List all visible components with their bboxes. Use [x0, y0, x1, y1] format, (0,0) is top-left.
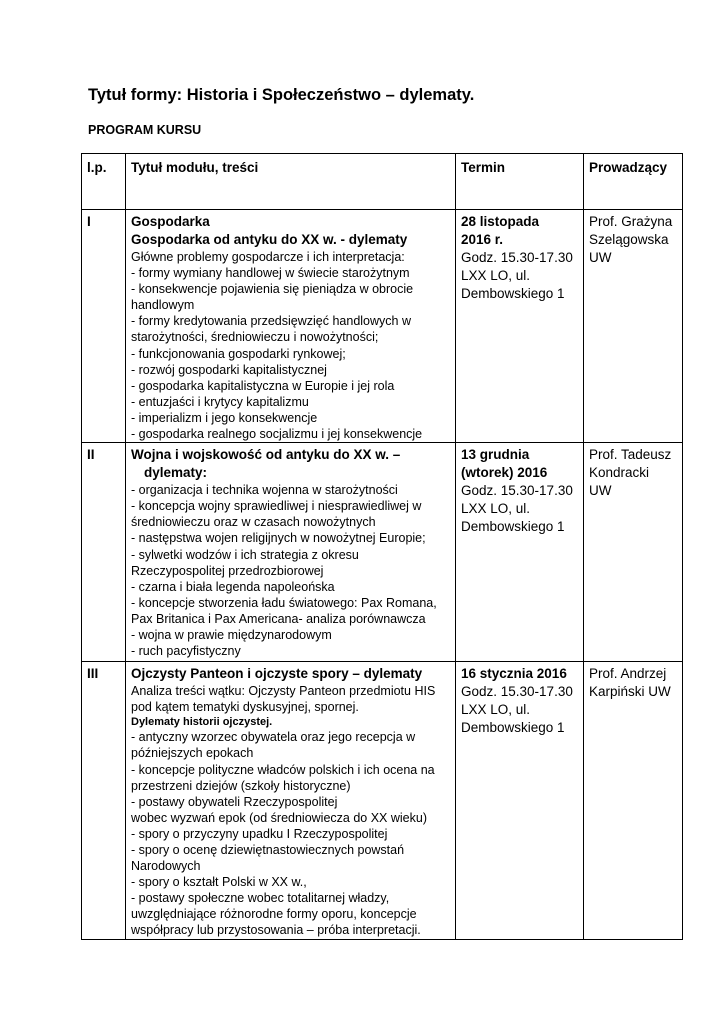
module-topics: [131, 482, 451, 659]
topic-line: - antyczny wzorzec obywatela oraz jego recepcja w: [131, 730, 416, 745]
module-title: Gospodarka: [131, 214, 210, 229]
topic-line: - czarna i biała legenda napoleońska: [131, 579, 335, 594]
topic-line: wobec wyzwań epok (od średniowiecza do XX wieku): [131, 810, 427, 825]
topic-line: - spory o przyczyny upadku I Rzeczypospolitej: [131, 826, 388, 841]
teacher-name: Karpiński UW: [589, 684, 671, 700]
topic-line: - konsekwencje pojawienia się pieniądza w obrocie: [131, 282, 414, 297]
module-cell: [126, 443, 456, 662]
table-row: [82, 210, 683, 443]
teacher-affiliation: UW: [589, 250, 612, 265]
topic-line: - funkcjonowania gospodarki rynkowej;: [131, 346, 346, 361]
topic-line: współpracy lub przystosowania – próba interpretacji.: [131, 923, 421, 938]
program-table: [81, 153, 683, 940]
term-date: 13 grudnia: [461, 447, 530, 463]
teacher-cell: [584, 662, 683, 939]
term-cell: [456, 443, 584, 662]
header-module: Tytuł modułu, treści: [126, 154, 456, 210]
topic-line: - organizacja i technika wojenna w starożytności: [131, 483, 398, 498]
term-address: Dembowskiego 1: [461, 286, 565, 301]
topic-line: - koncepcje stworzenia ładu światowego: Pax Romana,: [131, 595, 437, 610]
term-year: (wtorek) 2016: [461, 465, 548, 481]
row-number-text: III: [87, 666, 99, 682]
term-cell: [456, 210, 584, 443]
module-title: Ojczysty Panteon i ojczyste spory – dylematy: [131, 666, 423, 682]
topic-line: - następstwa wojen religijnych w nowożytnej Europie;: [131, 531, 426, 546]
topic-line: - postawy społeczne wobec totalitarnej władzy,: [131, 891, 390, 906]
teacher-title: Prof. Grażyna: [589, 214, 673, 229]
term-date: 16 stycznia 2016: [461, 666, 567, 682]
topic-line: - gospodarka kapitalistyczna w Europie i jej rola: [131, 378, 395, 393]
module-intro: Analiza treści wątku: Ojczysty Panteon przedmiotu HIS: [131, 684, 436, 699]
teacher-cell: [584, 443, 683, 662]
term-cell: [456, 662, 584, 939]
topic-line: handlowym: [131, 298, 195, 313]
topic-line: - spory o kształt Polski w XX w.,: [131, 875, 307, 890]
topic-line: Pax Britanica i Pax Americana- analiza porównawcza: [131, 611, 426, 626]
topic-line: Rzeczypospolitej przedrozbiorowej: [131, 563, 324, 578]
term-address: Dembowskiego 1: [461, 720, 565, 736]
topic-line: późniejszych epokach: [131, 746, 254, 761]
module-subtitle: Gospodarka od antyku do XX w. - dylematy: [131, 232, 408, 247]
topic-line: przestrzeni dziejów (szkoły historyczne): [131, 778, 351, 793]
header-lp: l.p.: [82, 154, 126, 210]
topic-line: - sylwetki wodzów i ich strategia z okresu: [131, 547, 359, 562]
topic-line: Główne problemy gospodarcze i ich interpretacja:: [131, 250, 405, 264]
topic-line: - ruch pacyfistyczny: [131, 644, 241, 659]
topic-line: - wojna w prawie międzynarodowym: [131, 627, 332, 642]
term-place: LXX LO, ul.: [461, 268, 531, 283]
topic-line: starożytności, średniowieczu i nowożytności;: [131, 330, 379, 345]
row-number: [82, 210, 126, 443]
module-topics: [131, 729, 451, 938]
topic-line: uwzględniające różnorodne formy oporu, koncepcje: [131, 907, 417, 922]
table-row: [82, 443, 683, 662]
topic-line: - gospodarka realnego socjalizmu i jej konsekwencje: [131, 427, 423, 442]
topic-line: - koncepcja wojny sprawiedliwej i niesprawiedliwej w: [131, 499, 422, 514]
module-title: Wojna i wojskowość od antyku do XX w. –: [131, 447, 401, 463]
teacher-name: Szelągowska: [589, 232, 669, 247]
table-row: [82, 662, 683, 939]
teacher-title: Prof. Tadeusz: [589, 447, 672, 463]
teacher-affiliation: UW: [589, 483, 612, 499]
topic-line: - spory o ocenę dziewiętnastowiecznych powstań: [131, 842, 405, 857]
topic-line: średniowieczu oraz w czasach nowożytnych: [131, 515, 376, 530]
program-heading: PROGRAM KURSU: [88, 123, 202, 137]
row-number: [82, 443, 126, 662]
term-address: Dembowskiego 1: [461, 519, 565, 535]
term-date: 28 listopada: [461, 214, 540, 229]
topic-line: - koncepcje polityczne władców polskich i ich ocena na: [131, 762, 435, 777]
term-hours: Godz. 15.30-17.30: [461, 483, 573, 499]
module-subtitle: dylematy:: [144, 465, 208, 481]
header-term: Termin: [456, 154, 584, 210]
term-place: LXX LO, ul.: [461, 501, 531, 517]
topic-line: - entuzjaści i krytycy kapitalizmu: [131, 394, 309, 409]
row-number-text: II: [87, 447, 95, 463]
topic-line: - postawy obywateli Rzeczypospolitej: [131, 794, 338, 809]
term-hours: Godz. 15.30-17.30: [461, 684, 573, 700]
row-number-text: I: [87, 214, 91, 229]
document-title: Tytuł formy: Historia i Społeczeństwo – dylematy.: [88, 86, 475, 104]
topic-line: - formy wymiany handlowej w świecie starożytnym: [131, 266, 410, 281]
row-number: [82, 662, 126, 939]
teacher-cell: [584, 210, 683, 443]
term-hours: Godz. 15.30-17.30: [461, 250, 573, 265]
term-place: LXX LO, ul.: [461, 702, 531, 718]
module-cell: [126, 210, 456, 443]
module-topics: [131, 249, 451, 442]
term-year: 2016 r.: [461, 232, 504, 247]
module-intro: pod kątem tematyki dyskusyjnej, spornej.: [131, 700, 359, 715]
topic-line: - imperializm i jego konsekwencje: [131, 410, 318, 425]
module-intro-heading: Dylematy historii ojczystej.: [131, 716, 273, 729]
teacher-name: Kondracki: [589, 465, 650, 481]
teacher-title: Prof. Andrzej: [589, 666, 667, 682]
module-cell: [126, 662, 456, 939]
header-teacher: Prowadzący: [584, 154, 683, 210]
topic-line: - formy kredytowania przedsięwzięć handlowych w: [131, 314, 411, 329]
topic-line: - rozwój gospodarki kapitalistycznej: [131, 362, 327, 377]
table-header-row: [82, 154, 683, 210]
topic-line: Narodowych: [131, 859, 201, 874]
